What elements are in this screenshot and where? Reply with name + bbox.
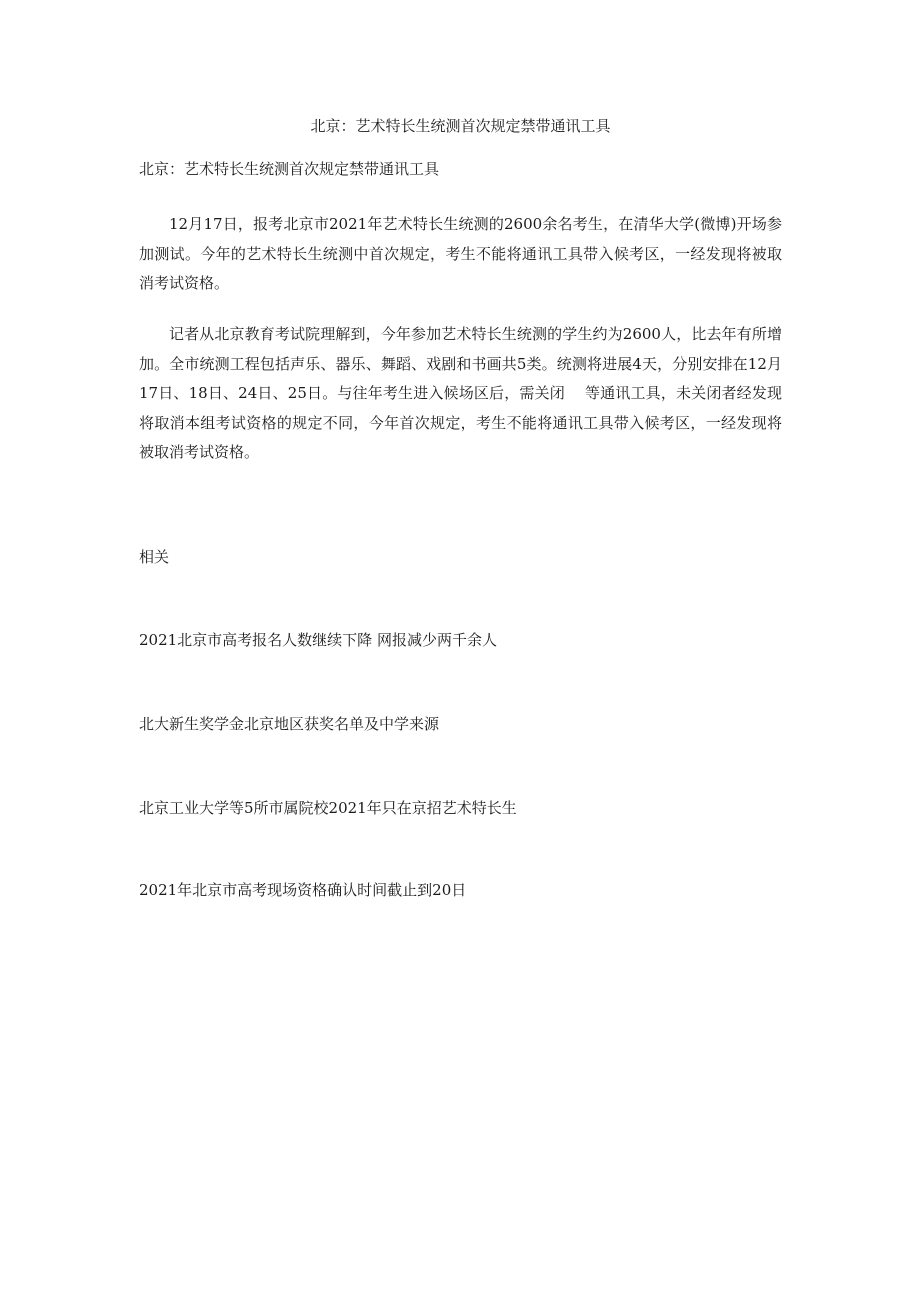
- related-link[interactable]: 2021年北京市高考现场资格确认时间截止到20日: [139, 881, 467, 899]
- document-title: 北京：艺术特长生统测首次规定禁带通讯工具: [310, 117, 611, 135]
- related-link[interactable]: 2021北京市高考报名人数继续下降 网报减少两千余人: [139, 631, 497, 649]
- related-link[interactable]: 北京工业大学等5所市属院校2021年只在京招艺术特长生: [139, 799, 517, 817]
- document-subtitle: 北京：艺术特长生统测首次规定禁带通讯工具: [139, 160, 440, 178]
- body-paragraph: 12月17日，报考北京市2021年艺术特长生统测的2600余名考生，在清华大学(微博)开场参加测试。今年的艺术特长生统测中首次规定，考生不能将通讯工具带入候考区，一经发现将被取消考试资格。: [139, 215, 782, 292]
- related-heading: 相关: [139, 548, 170, 566]
- body-paragraph: 记者从北京教育考试院理解到，今年参加艺术特长生统测的学生约为2600人，比去年有所增加。全市统测工程包括声乐、器乐、舞蹈、戏剧和书画共5类。统测将进展4天，分别安排在12月17日、18日、24日、25日。与往年考生进入候场区后，需关闭 等通讯工具，未关闭者经发现将取消本组考试资格的规定不同，今年首次规定，考生不能将通讯工具带入候考区，一经发现将被取消考试资格。: [139, 325, 782, 461]
- related-link[interactable]: 北大新生奖学金北京地区获奖名单及中学来源: [139, 715, 440, 733]
